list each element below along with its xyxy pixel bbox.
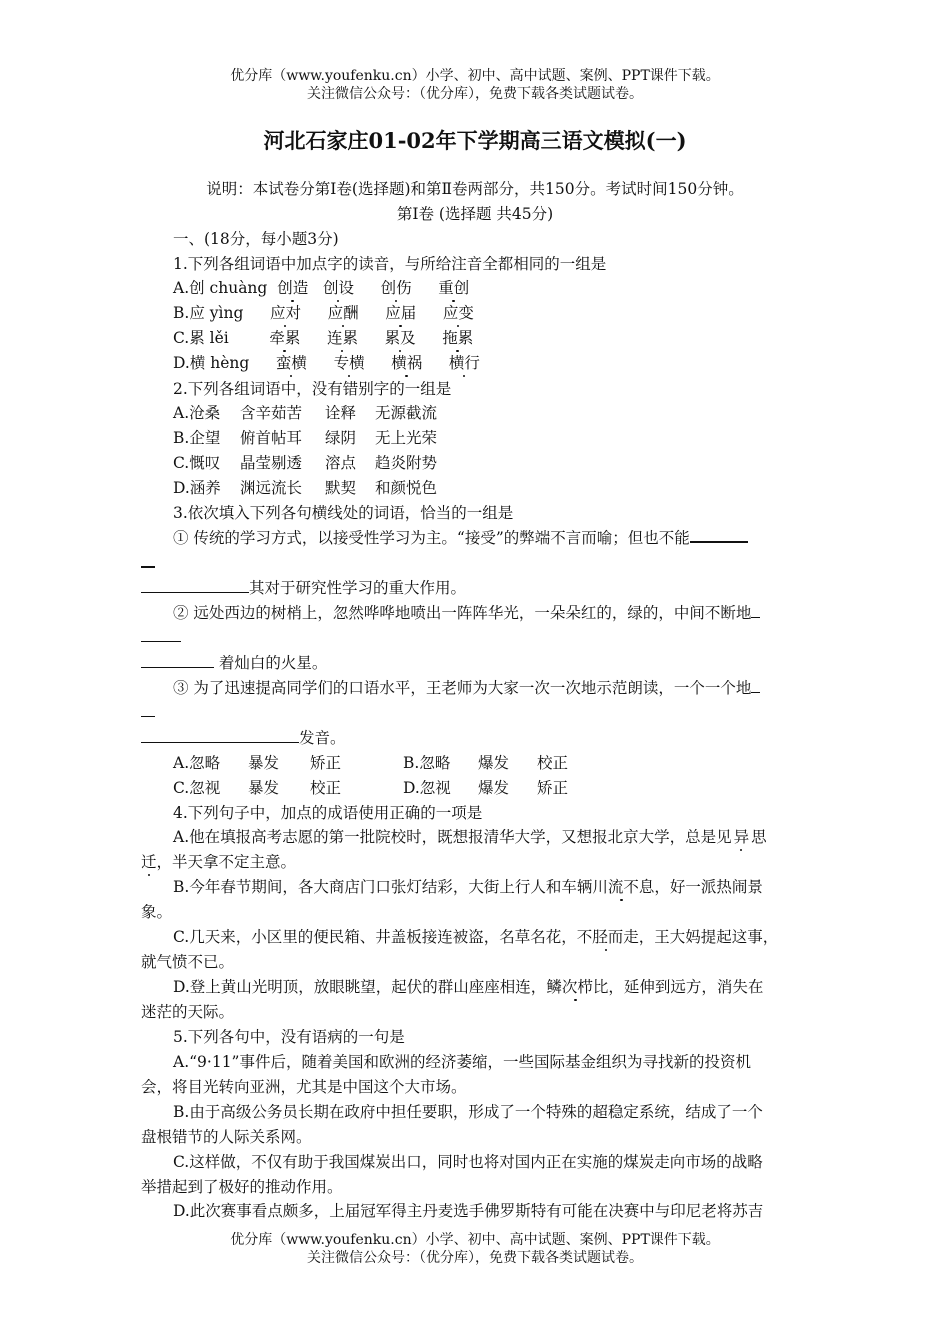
blank-line [141, 626, 181, 642]
q4-d-text-2: ，延伸到远方，消失在 [608, 978, 764, 996]
q5-stem: 5.下列各句中，没有语病的一句是 [173, 1028, 405, 1046]
q2-option-a [173, 401, 823, 423]
dotted-word: 牵累 [269, 326, 300, 348]
dotted-word: 连累 [327, 326, 358, 348]
q1-option-d [173, 351, 823, 373]
q2-c-1: C.慨叹 [173, 454, 221, 472]
q3-sentence-1-cont [141, 576, 821, 598]
q3-a-3: 矫正 [310, 754, 342, 772]
q3-s1-text: ① 传统的学习方式，以接受性学习为主。“接受”的弊端不言而喻；但也不能 [173, 529, 690, 547]
q3-s3-end: 发音。 [299, 729, 346, 747]
q3-s1-end: 其对于研究性学习的重大作用。 [249, 579, 467, 597]
dotted-idiom: 见异思 [716, 825, 769, 847]
blank-line [751, 602, 760, 618]
q1-option-b [173, 301, 823, 323]
q2-d-1: D.涵养 [173, 479, 221, 497]
q2-b-3: 绿阴 [325, 429, 357, 447]
q3-c-1: C.忽视 [173, 779, 221, 797]
q1-a-label: A.创 chuàng [173, 279, 268, 297]
q4-option-a-cont [141, 850, 821, 872]
blank-line [141, 727, 299, 743]
dotted-word: 创伤 [381, 276, 412, 298]
q2-stem: 2.下列各组词语中，没有错别字的一组是 [173, 380, 452, 398]
q2-a-4: 无源截流 [375, 404, 438, 422]
q3-stem: 3.依次填入下列各句横线处的词语，恰当的一组是 [173, 504, 514, 522]
footer-line-1: 优分库（www.youfenku.cn）小学、初中、高中试题、案例、PPT课件下载。 [230, 1232, 720, 1248]
dotted-word: 创造 [277, 276, 308, 298]
dotted-word: 应对 [270, 301, 301, 323]
dotted-idiom: 迁 [141, 850, 157, 872]
q3-sentence-2-cont [141, 651, 821, 673]
q4-option-d [173, 975, 823, 997]
header-line-1: 优分库（www.youfenku.cn）小学、初中、高中试题、案例、PPT课件下载。 [230, 68, 720, 84]
q3-s3-text: ③ 为了迅速提高同学们的口语水平，王老师为大家一次一次地示范朗读，一个一个地 [173, 679, 752, 697]
blank-line [141, 551, 155, 568]
blank-line [141, 701, 155, 717]
dotted-word: 应届 [385, 301, 416, 323]
q3-d-1: D.忽视 [403, 779, 451, 797]
blank-continuation [141, 701, 821, 721]
dotted-word: 重创 [438, 276, 469, 298]
q4-option-a [173, 825, 823, 847]
q3-a-1: A.忽略 [173, 754, 221, 772]
q4-b-text: B.今年春节期间，各大商店门口张灯结彩，大街上行人和车辆 [173, 878, 593, 896]
q3-c-3: 校正 [310, 779, 342, 797]
q1-d-label: D.横 hèng [173, 354, 250, 372]
dotted-word: 累及 [385, 326, 416, 348]
q4-c-text-2: ，王大妈提起这事， [638, 928, 779, 946]
q2-b-4: 无上光荣 [375, 429, 438, 447]
blank-line [751, 677, 760, 693]
q2-option-c [173, 451, 823, 473]
q2-b-2: 俯首帖耳 [240, 429, 303, 447]
q2-b-1: B.企望 [173, 429, 221, 447]
blank-line [690, 526, 748, 543]
q5-option-c-cont: 举措起到了极好的推动作用。 [141, 1178, 343, 1196]
q4-option-c-cont: 就气愤不已。 [141, 953, 235, 971]
q3-options-ab [173, 751, 823, 773]
q2-option-b [173, 426, 823, 448]
q3-b-3: 校正 [537, 754, 569, 772]
dotted-idiom: 不胫而走 [577, 925, 639, 947]
footer-line-2: 关注微信公众号：（优分库），免费下载各类试题试卷。 [307, 1250, 643, 1266]
dotted-idiom: 川流不息 [592, 875, 654, 897]
q1-option-a [173, 276, 823, 298]
q3-b-2: 爆发 [478, 754, 510, 772]
dotted-word: 创设 [323, 276, 354, 298]
exam-note: 说明：本试卷分第Ⅰ卷(选择题)和第Ⅱ卷两部分，共150分。考试时间150分钟。 [206, 180, 744, 198]
q4-d-text: D.登上黄山光明顶，放眼眺望，起伏的群山座座相连， [173, 978, 547, 996]
q2-a-1: A.沧桑 [173, 404, 221, 422]
q1-c-label: C.累 lěi [173, 329, 229, 347]
q3-d-2: 爆发 [478, 779, 510, 797]
q3-sentence-3 [173, 676, 823, 698]
q2-c-3: 溶点 [325, 454, 357, 472]
blank-line [141, 577, 249, 593]
q5-option-a-cont: 会，将目光转向亚洲，尤其是中国这个大市场。 [141, 1078, 467, 1096]
q1-b-label: B.应 yìng [173, 304, 244, 322]
q4-option-d-cont: 迷茫的天际。 [141, 1003, 235, 1021]
dotted-word: 拖累 [442, 326, 473, 348]
q5-option-a: A.“9·11”事件后，随着美国和欧洲的经济萎缩，一些国际基金组织为寻找新的投资机 [173, 1053, 751, 1071]
q1-stem: 1.下列各组词语中加点字的读音，与所给注音全都相同的一组是 [173, 255, 607, 273]
blank-continuation [141, 626, 821, 646]
q2-d-2: 渊远流长 [240, 479, 303, 497]
blank-continuation [141, 551, 821, 572]
q5-option-b-cont: 盘根错节的人际关系网。 [141, 1128, 312, 1146]
blank-line [141, 652, 214, 668]
q4-c-text: C.几天来，小区里的便民箱、井盖板接连被盗，名草名花， [173, 928, 577, 946]
q2-d-3: 默契 [325, 479, 357, 497]
q5-option-b: B.由于高级公务员长期在政府中担任要职，形成了一个特殊的超稳定系统，结成了一个 [173, 1103, 763, 1121]
q3-sentence-2 [173, 601, 823, 623]
dotted-word: 蛮横 [276, 351, 307, 373]
dotted-word: 应酬 [328, 301, 359, 323]
q3-options-cd [173, 776, 823, 798]
q1-a-word [277, 279, 308, 297]
q4-option-b [173, 875, 823, 897]
q3-d-3: 矫正 [537, 779, 569, 797]
q1-option-c [173, 326, 823, 348]
dotted-word: 横祸 [391, 351, 422, 373]
dotted-idiom: 鳞次栉比 [546, 975, 608, 997]
q2-a-3: 诠释 [325, 404, 357, 422]
q3-c-2: 暴发 [248, 779, 280, 797]
part-1-heading: 第Ⅰ卷 (选择题 共45分) [396, 205, 554, 223]
header-line-2: 关注微信公众号：（优分库），免费下载各类试题试卷。 [307, 86, 643, 102]
q3-s2-end: 着灿白的火星。 [214, 654, 328, 672]
dotted-word: 横行 [449, 351, 480, 373]
page-title: 河北石家庄01-02年下学期高三语文模拟(一) [263, 128, 687, 153]
q3-sentence-3-cont [141, 726, 821, 748]
q2-c-4: 趋炎附势 [375, 454, 438, 472]
q3-a-2: 暴发 [248, 754, 280, 772]
q2-option-d [173, 476, 823, 498]
dotted-word: 应变 [443, 301, 474, 323]
q2-c-2: 晶莹剔透 [240, 454, 303, 472]
q4-a-end: ，半天拿不定主意。 [156, 853, 297, 871]
q3-s2-text: ② 远处西边的树梢上，忽然哗哗地喷出一阵阵华光，一朵朵红的，绿的，中间不断地 [173, 604, 752, 622]
q5-option-c: C.这样做，不仅有助于我国煤炭出口，同时也将对国内正在实施的煤炭走向市场的战略 [173, 1153, 763, 1171]
section-1-heading: 一、(18分，每小题3分) [173, 230, 339, 248]
q5-option-d: D.此次赛事看点颇多，上届冠军得主丹麦选手佛罗斯特有可能在决赛中与印尼老将苏吉 [173, 1202, 764, 1220]
q4-option-c [173, 925, 823, 947]
q4-a-text: A.他在填报高考志愿的第一批院校时，既想报清华大学，又想报北京大学，总是 [173, 828, 717, 846]
q2-d-4: 和颜悦色 [375, 479, 438, 497]
q3-b-1: B.忽略 [403, 754, 451, 772]
q3-sentence-1 [173, 526, 823, 548]
q4-option-b-cont: 象。 [141, 903, 173, 921]
q4-stem: 4.下列句子中，加点的成语使用正确的一项是 [173, 804, 483, 822]
q4-b-text-2: ，好一派热闹景 [654, 878, 763, 896]
dotted-word: 专横 [334, 351, 365, 373]
q2-a-2: 含辛茹苦 [240, 404, 303, 422]
